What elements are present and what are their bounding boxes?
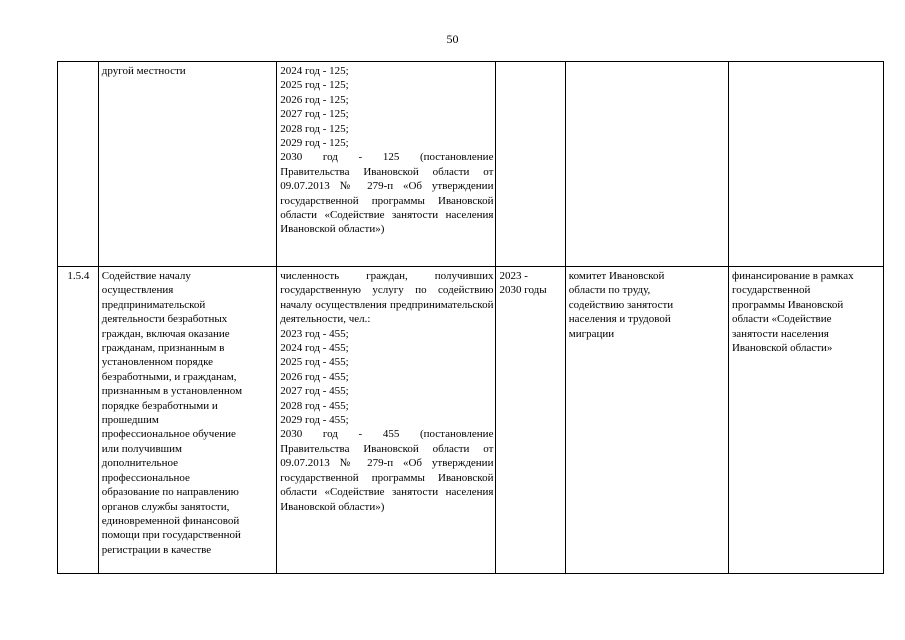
indicator-line: 2025 год - 125; bbox=[280, 79, 349, 92]
name-line: граждан, включая оказание bbox=[101, 327, 230, 340]
name-line: профессиональное обучение bbox=[101, 428, 236, 441]
name-line: единовременной финансовой bbox=[101, 514, 240, 527]
financing-cell bbox=[728, 62, 883, 267]
indicator-line: 2027 год - 455; bbox=[280, 385, 349, 398]
name-line: осуществления bbox=[101, 284, 174, 297]
executor-cell bbox=[565, 267, 728, 574]
name-line: образование по направлению bbox=[101, 486, 239, 499]
name-line: профессиональное bbox=[101, 471, 190, 484]
financing-line: Ивановской области» bbox=[731, 342, 833, 355]
indicator-line: 2027 год - 125; bbox=[280, 108, 349, 121]
indicator-line: 2023 год - 455; bbox=[280, 327, 349, 340]
name-line: гражданам, признанным в bbox=[101, 342, 225, 355]
term-cell bbox=[496, 267, 565, 574]
term-line: 2023 - bbox=[499, 270, 528, 282]
measures-table bbox=[57, 61, 884, 574]
name-line: или получившим bbox=[101, 442, 182, 455]
term-cell bbox=[496, 62, 565, 267]
indicator-description: численность граждан, получивших государственную услугу по содействию началу осуществления предпринимательской деятельности, чел.: bbox=[280, 270, 494, 326]
row-number-cell: 1.5.4 bbox=[58, 267, 99, 574]
name-line: дополнительное bbox=[101, 457, 178, 470]
name-line: порядке безработными и bbox=[101, 399, 218, 412]
executor-line: области по труду, bbox=[568, 284, 651, 297]
table-row bbox=[58, 62, 884, 267]
indicator-line: 2028 год - 125; bbox=[280, 122, 349, 135]
name-line: предпринимательской bbox=[101, 298, 206, 311]
financing-line: программы Ивановской bbox=[731, 298, 844, 311]
indicator-source-text: 2030 год - 125 (постановление Правительства Ивановской области от 09.07.2013 № 279-п «Об утверждении государственной программы Ивановской области «Содействие занятости населения Ивановской области») bbox=[280, 151, 494, 236]
financing-line: занятости населения bbox=[731, 327, 829, 340]
measure-name-cell bbox=[98, 267, 276, 574]
indicator-line: 2024 год - 455; bbox=[280, 342, 349, 355]
page-number: 50 bbox=[446, 32, 459, 46]
row-number-cell bbox=[58, 62, 99, 267]
indicator-line: 2029 год - 455; bbox=[280, 414, 349, 427]
term-line: 2030 годы bbox=[499, 284, 547, 297]
financing-line: области «Содействие bbox=[731, 313, 832, 326]
indicator-cell bbox=[277, 62, 496, 267]
executor-line: комитет Ивановской bbox=[568, 270, 665, 282]
executor-line: миграции bbox=[568, 327, 615, 340]
name-line: признанным в установленном bbox=[101, 385, 243, 398]
executor-line: содействию занятости bbox=[568, 298, 674, 311]
name-line: Содействие началу bbox=[101, 270, 191, 282]
indicator-line: 2025 год - 455; bbox=[280, 356, 349, 369]
executor-line: населения и трудовой bbox=[568, 313, 671, 326]
table-row bbox=[58, 267, 884, 574]
name-line: регистрации в качестве bbox=[101, 543, 212, 556]
indicator-line: 2028 год - 455; bbox=[280, 399, 349, 412]
executor-cell bbox=[565, 62, 728, 267]
name-line: установленном порядке bbox=[101, 356, 214, 369]
measure-name-cell: другой местности bbox=[98, 62, 276, 267]
name-line: деятельности безработных bbox=[101, 313, 228, 326]
financing-cell bbox=[728, 267, 883, 574]
indicator-source-text: 2030 год - 455 (постановление Правительства Ивановской области от 09.07.2013 № 279-п «Об утверждении государственной программы Ивановской области «Содействие занятости населения Ивановской области») bbox=[280, 428, 494, 513]
name-line: безработными, и гражданам, bbox=[101, 370, 237, 383]
indicator-line: 2029 год - 125; bbox=[280, 137, 349, 150]
name-line: помощи при государственной bbox=[101, 529, 241, 542]
indicator-line: 2026 год - 455; bbox=[280, 370, 349, 383]
indicator-line: 2024 год - 125; bbox=[280, 65, 349, 77]
financing-line: финансирование в рамках bbox=[731, 270, 854, 282]
indicator-line: 2026 год - 125; bbox=[280, 93, 349, 106]
name-line: органов службы занятости, bbox=[101, 500, 230, 513]
financing-line: государственной bbox=[731, 284, 811, 297]
name-line: прошедшим bbox=[101, 414, 159, 427]
indicator-cell bbox=[277, 267, 496, 574]
